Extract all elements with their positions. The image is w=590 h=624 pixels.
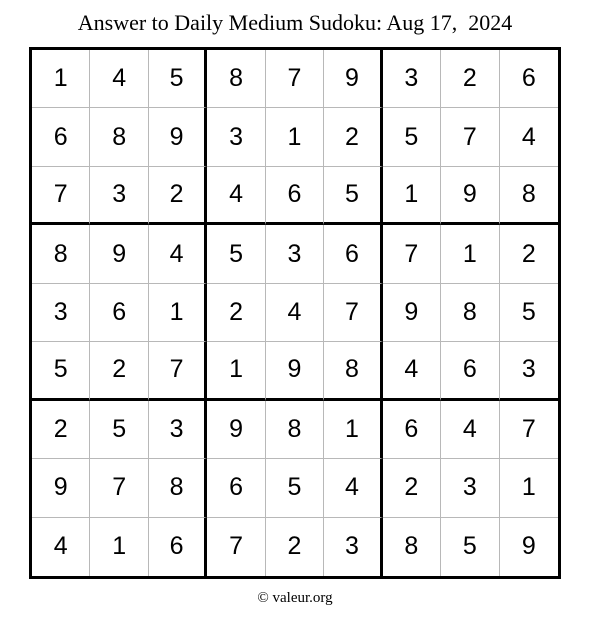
sudoku-cell: 5 (500, 284, 558, 342)
sudoku-cell: 5 (324, 167, 382, 225)
sudoku-cell: 9 (149, 108, 207, 166)
sudoku-cell: 9 (383, 284, 441, 342)
sudoku-cell: 3 (383, 50, 441, 108)
sudoku-cell: 2 (90, 342, 148, 400)
sudoku-cell: 9 (521, 532, 536, 561)
sudoku-cell: 6 (441, 342, 499, 400)
sudoku-cell: 3 (149, 401, 207, 459)
site-credit: © valeur.org (257, 590, 333, 606)
sudoku-cell: 3 (500, 342, 558, 400)
sudoku-cell: 5 (383, 108, 441, 166)
sudoku-cell: 6 (500, 50, 558, 108)
sudoku-cell: 9 (90, 225, 148, 283)
sudoku-cell: 6 (32, 108, 90, 166)
sudoku-cell: 2 (266, 518, 324, 576)
sudoku-cell: 4 (90, 50, 148, 108)
sudoku-cell: 7 (149, 342, 207, 400)
sudoku-cell: 7 (32, 167, 90, 225)
sudoku-cell: 7 (383, 225, 441, 283)
sudoku-board (29, 47, 561, 579)
sudoku-cell: 5 (266, 459, 324, 517)
sudoku-cell: 4 (324, 459, 382, 517)
sudoku-cell: 8 (500, 167, 558, 225)
puzzle-title: Answer to Daily Medium Sudoku: Aug 17, 2024 (77, 10, 513, 35)
sudoku-cell: 1 (266, 108, 324, 166)
sudoku-cell: 7 (500, 401, 558, 459)
sudoku-cell: 9 (32, 459, 90, 517)
sudoku-cell: 1 (32, 50, 90, 108)
sudoku-cell: 8 (32, 225, 90, 283)
sudoku-cell: 2 (441, 50, 499, 108)
sudoku-cell: 8 (90, 108, 148, 166)
sudoku-cell: 5 (32, 342, 90, 400)
sudoku-cell: 1 (90, 518, 148, 576)
sudoku-cell: 6 (324, 225, 382, 283)
sudoku-cell: 2 (207, 284, 265, 342)
sudoku-cell: 4 (32, 518, 90, 576)
sudoku-cell: 1 (207, 342, 265, 400)
sudoku-cell: 1 (149, 284, 207, 342)
sudoku-cell: 2 (383, 459, 441, 517)
sudoku-cell: 2 (324, 108, 382, 166)
sudoku-cell: 5 (149, 50, 207, 108)
sudoku-cell: 4 (383, 342, 441, 400)
sudoku-cell: 1 (383, 167, 441, 225)
sudoku-cell: 6 (149, 518, 207, 576)
sudoku-cell: 9 (441, 167, 499, 225)
sudoku-cell: 4 (149, 225, 207, 283)
sudoku-cell: 7 (324, 284, 382, 342)
sudoku-cell: 1 (441, 225, 499, 283)
sudoku-cell: 3 (207, 108, 265, 166)
sudoku-cell: 5 (90, 401, 148, 459)
sudoku-cell: 4 (266, 284, 324, 342)
sudoku-cell: 9 (324, 50, 382, 108)
sudoku-cell: 4 (207, 167, 265, 225)
sudoku-cell: 3 (441, 459, 499, 517)
sudoku-cell: 6 (207, 459, 265, 517)
sudoku-cell: 3 (90, 167, 148, 225)
sudoku-cell: 1 (500, 459, 558, 517)
sudoku-cell: 4 (500, 108, 558, 166)
sudoku-cell: 5 (441, 518, 499, 576)
sudoku-cell: 2 (500, 225, 558, 283)
sudoku-cell: 8 (149, 459, 207, 517)
sudoku-cell: 8 (441, 284, 499, 342)
sudoku-cell: 5 (207, 225, 265, 283)
sudoku-cell: 3 (266, 225, 324, 283)
sudoku-cell: 7 (266, 50, 324, 108)
sudoku-cell: 2 (149, 167, 207, 225)
sudoku-cell: 8 (207, 50, 265, 108)
sudoku-cell: 7 (207, 518, 265, 576)
sudoku-cell: 1 (324, 401, 382, 459)
sudoku-cell: 4 (441, 401, 499, 459)
sudoku-cell: 3 (324, 518, 382, 576)
sudoku-cell: 8 (266, 401, 324, 459)
sudoku-cell: 7 (90, 459, 148, 517)
sudoku-cell: 9 (207, 401, 265, 459)
sudoku-cell: 9 (266, 342, 324, 400)
sudoku-cell: 2 (32, 401, 90, 459)
sudoku-cell: 7 (441, 108, 499, 166)
sudoku-cell: 8 (383, 518, 441, 576)
sudoku-cell: 8 (324, 342, 382, 400)
sudoku-cell: 6 (383, 401, 441, 459)
sudoku-cell: 6 (266, 167, 324, 225)
sudoku-cell: 6 (90, 284, 148, 342)
sudoku-cell: 3 (32, 284, 90, 342)
